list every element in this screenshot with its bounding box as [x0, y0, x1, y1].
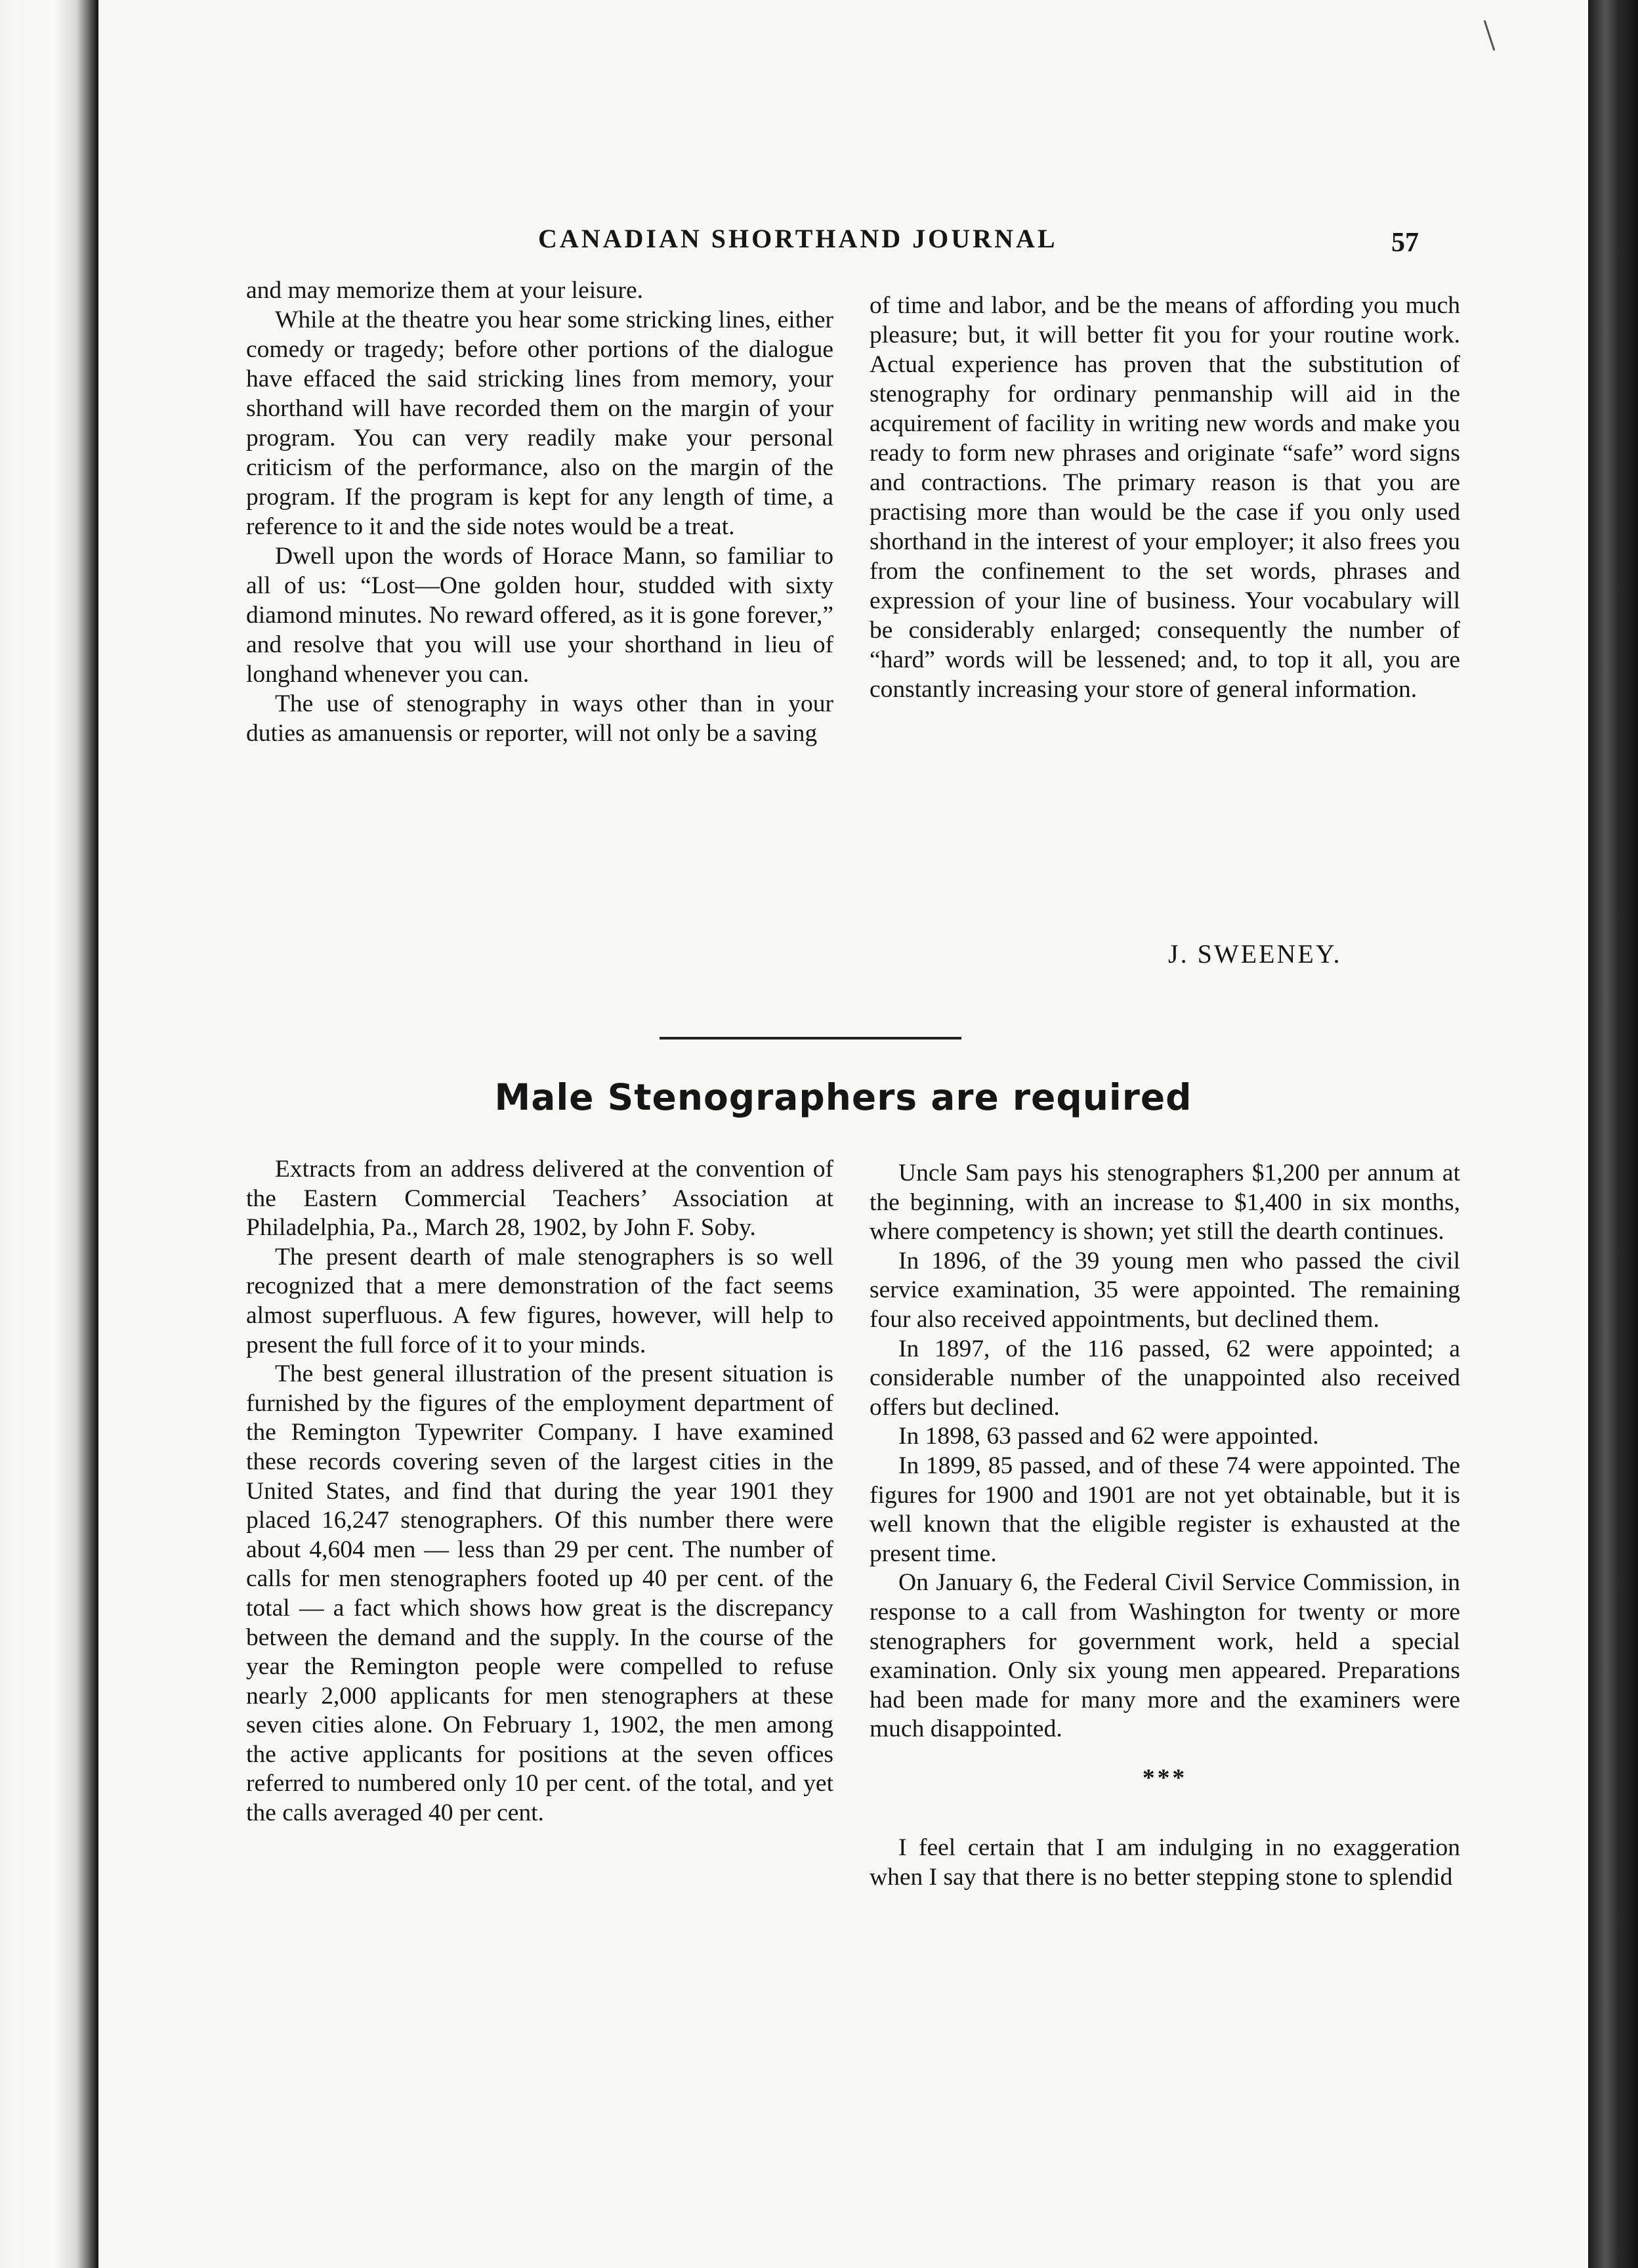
paragraph: Uncle Sam pays his stenographers $1,200 per annum at the beginning, with an increase to $1,400 in six months, where competency is shown; yet still the dearth continues. [870, 1160, 1460, 1246]
article2-column-left [246, 1155, 833, 1828]
article1-column-right [870, 291, 1460, 704]
paragraph: and may memorize them at your leisure. [246, 277, 643, 304]
paragraph: On January 6, the Federal Civil Service Commission, in response to a call from Washington for twenty or more stenographers for government work, held a special examination. Only six young men appeared. Preparations had been made for many more and the examiners were much disappointed. [870, 1569, 1460, 1743]
left-margin-binding [0, 0, 98, 2268]
paragraph: While at the theatre you hear some stricking lines, either comedy or tragedy; before other portions of the dialogue have effaced the said stricking lines from memory, your shorthand will have recorded them on the margin of your program. You can very readily make your personal criticism of the performance, also on the margin of the program. If the program is kept for any length of time, a reference to it and the side notes would be a treat. [246, 306, 833, 540]
paragraph: In 1898, 63 passed and 62 were appointed. [898, 1423, 1319, 1450]
book-page [98, 0, 1588, 2268]
scan-mark [1484, 20, 1496, 51]
article1-column-left [246, 276, 833, 748]
section-divider [660, 1037, 961, 1040]
article-headline: Male Stenographers are required [494, 1076, 1192, 1118]
paragraph: The best general illustration of the present situation is furnished by the figures of the employment department of the Remington Typewriter Company. I have examined these records covering seven of the largest cities in the United States, and find that during the year 1901 they placed 16,247 stenographers. Of this number there were about 4,604 men — less than 29 per cent. The number of calls for men stenographers footed up 40 per cent. of the total — a fact which shows how great is the discrepancy between the demand and the supply. In the course of the year the Remington people were compelled to refuse nearly 2,000 applicants for men stenographers at these seven cities alone. On February 1, 1902, the men among the active applicants for positions at the seven offices referred to numbered only 10 per cent. of the total, and yet the calls averaged 40 per cent. [246, 1360, 833, 1827]
paragraph: In 1899, 85 passed, and of these 74 were appointed. The figures for 1900 and 1901 are not yet obtainable, but it is well known that the eligible register is exhausted at the present time. [870, 1452, 1460, 1567]
paragraph: I feel certain that I am indulging in no exaggeration when I say that there is no better stepping stone to splendid [870, 1834, 1460, 1891]
article2-column-right [870, 1159, 1460, 1893]
paragraph: In 1896, of the 39 young men who passed the civil service examination, 35 were appointed. The remaining four also received appointments, but declined them. [870, 1247, 1460, 1333]
paragraph: The present dearth of male stenographers is so well recognized that a mere demonstration of the fact seems almost superfluous. A few figures, however, will help to present the full force of it to your minds. [246, 1243, 833, 1358]
author-signature: J. SWEENEY. [1168, 939, 1342, 969]
paragraph: Dwell upon the words of Horace Mann, so familiar to all of us: “Lost—One golden hour, studded with sixty diamond minutes. No reward offered, as it is gone forever,” and resolve that you will use your shorthand in lieu of longhand whenever you can. [246, 543, 833, 688]
running-header [98, 223, 1588, 262]
running-title: CANADIAN SHORTHAND JOURNAL [538, 224, 1058, 253]
page-number: 57 [1391, 228, 1419, 258]
paragraph: Extracts from an address delivered at the convention of the Eastern Commercial Teachers’ Association at Philadelphia, Pa., March 28, 1902, by John F. Soby. [246, 1156, 833, 1242]
paragraph: The use of stenography in ways other than in your duties as amanuensis or reporter, will not only be a saving [246, 690, 833, 747]
right-page-edge [1588, 0, 1638, 2268]
paragraph: In 1897, of the 116 passed, 62 were appointed; a considerable number of the unappointed also received offers but declined. [870, 1335, 1460, 1421]
paragraph: of time and labor, and be the means of affording you much pleasure; but, it will better fit you for your routine work. Actual experience has proven that the substitution of stenography for ordinary penmanship will aid in the acquirement of facility in writing new words and make you ready to form new phrases and originate “safe” word signs and contractions. The primary reason is that you are practising more than would be the case if you only used shorthand in the interest of your employer; it also frees you from the confinement to the set words, phrases and expression of your line of business. Your vocabulary will be considerably enlarged; consequently the number of “hard” words will be lessened; and, to top it all, you are constantly increasing your store of general information. [870, 292, 1460, 703]
section-break-asterisms: *** [1142, 1764, 1188, 1792]
